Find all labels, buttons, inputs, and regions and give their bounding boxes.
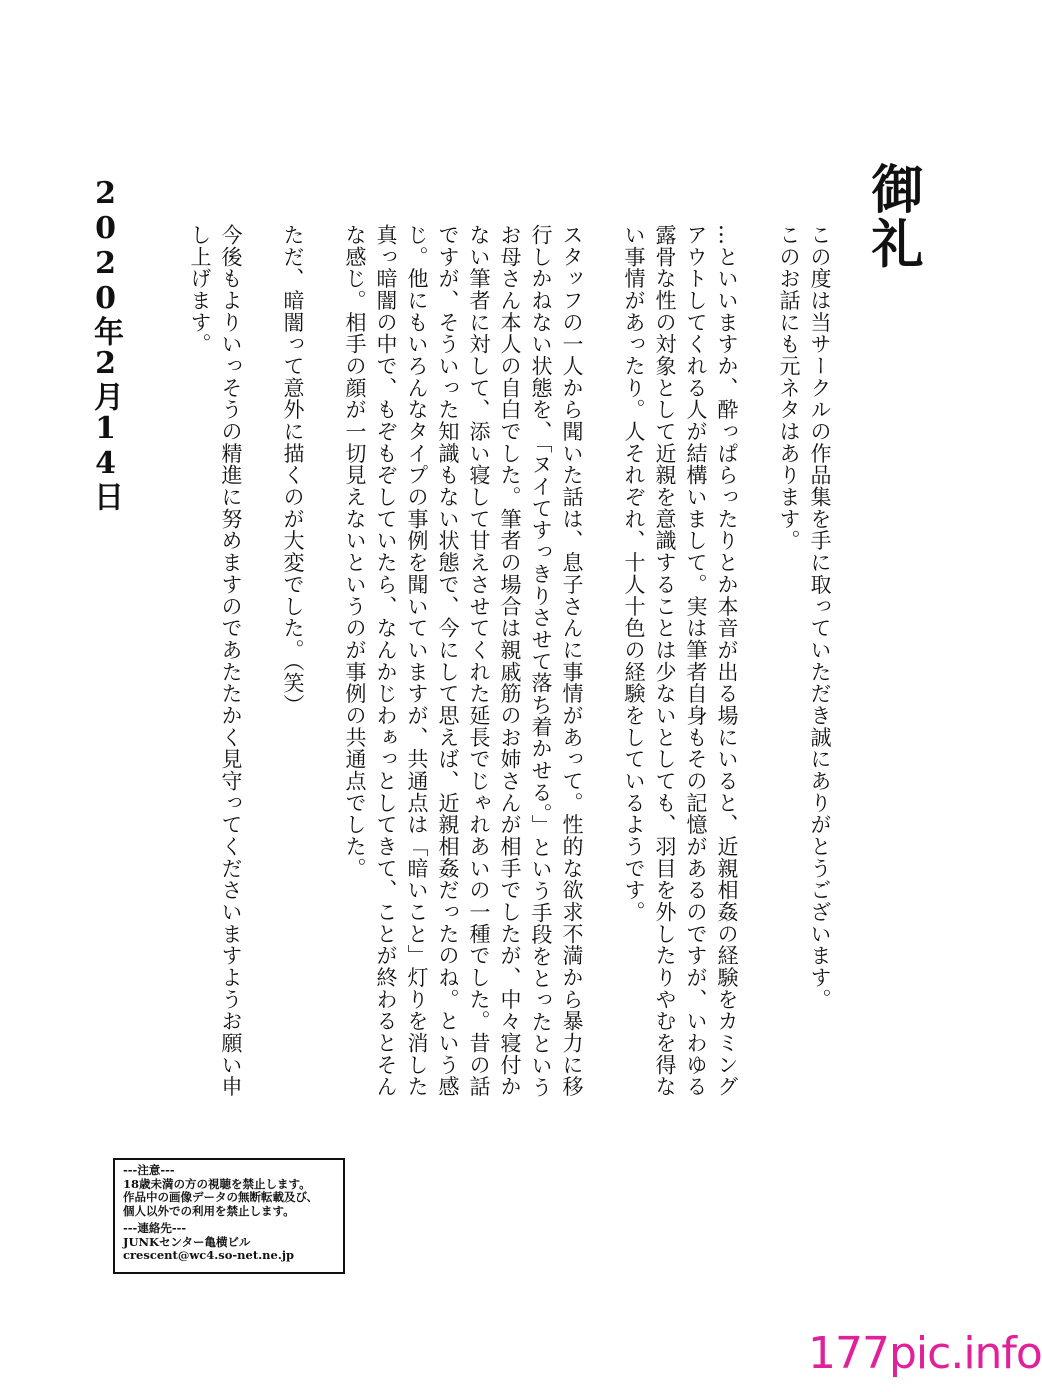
contact-email: crescent@wc4.so-net.ne.jp: [123, 1248, 295, 1262]
page-title: 御礼: [862, 162, 923, 272]
watermark-text: 177pic.info: [808, 1328, 1042, 1379]
notice-line: 個人以外での利用を禁止します。: [123, 1203, 295, 1218]
paragraph-experiences: …といいますか、酔っぱらったりとか本音が出る場にいると、近親相姦の経験をカミングアウトしてくれる人が結構いまして。実は筆者自身もその記憶があるのですが、いわゆる露骨な性の対象として近親を意識することは少ないとしても、羽目を外したりやむを得ない事情があったり。人それぞれ、十人十色の経験をしているようです。: [622, 224, 739, 1098]
contact-name: JUNKセンター亀横ビル: [123, 1234, 251, 1249]
paragraph-darkness: ただ、暗闇って意外に描くのが大変でした。（笑）: [281, 224, 305, 716]
paragraph-thanks: この度は当サークルの作品集を手に取っていただき誠にありがとうございます。: [808, 224, 832, 1011]
contact-heading: ---連絡先---: [123, 1221, 187, 1235]
paragraph-closing: 今後もよりいっそうの精進に努めますのであたたかく見守ってくださいますようお願い申し上げます。: [188, 224, 243, 1098]
notice-line: 作品中の画像データの無断転載及び、: [123, 1190, 319, 1204]
paragraph-staff-story: スタッフの一人から聞いた話は、息子さんに事情があって。性的な欲求不満から暴力に移行しかねない状態を、「ヌイてすっきりさせて落ち着かせる。」という手段をとったというお母さん本人の自白でした。筆者の場合は親戚筋のお姉さんが相手でしたが、中々寝付かない筆者に対して、添い寝して甘えさせてくれた延長でじゃれあいの一種でした。昔の話ですが、そういった知識もない状態で、今にして思えば、近親相姦だったのね。という感じ。他にもいろんなタイプの事例を聞いていますが、共通点は「暗いこと」灯りを消した真っ暗闇の中で、もぞもぞしていたら、なんかじわぁっとしてきて、ことが終わるとそんな感じ。相手の顔が一切見えないというのが事例の共通点でした。: [343, 224, 584, 1099]
date-stamp: 2020年2月14日: [88, 176, 123, 511]
notice-box: [113, 1158, 345, 1274]
notice-line: 18歳未満の方の視聴を禁止します。: [123, 1176, 311, 1191]
paragraph-source: このお話にも元ネタはあります。: [777, 224, 801, 552]
notice-heading: ---注意---: [123, 1163, 175, 1177]
afterword-body: [188, 224, 835, 1104]
